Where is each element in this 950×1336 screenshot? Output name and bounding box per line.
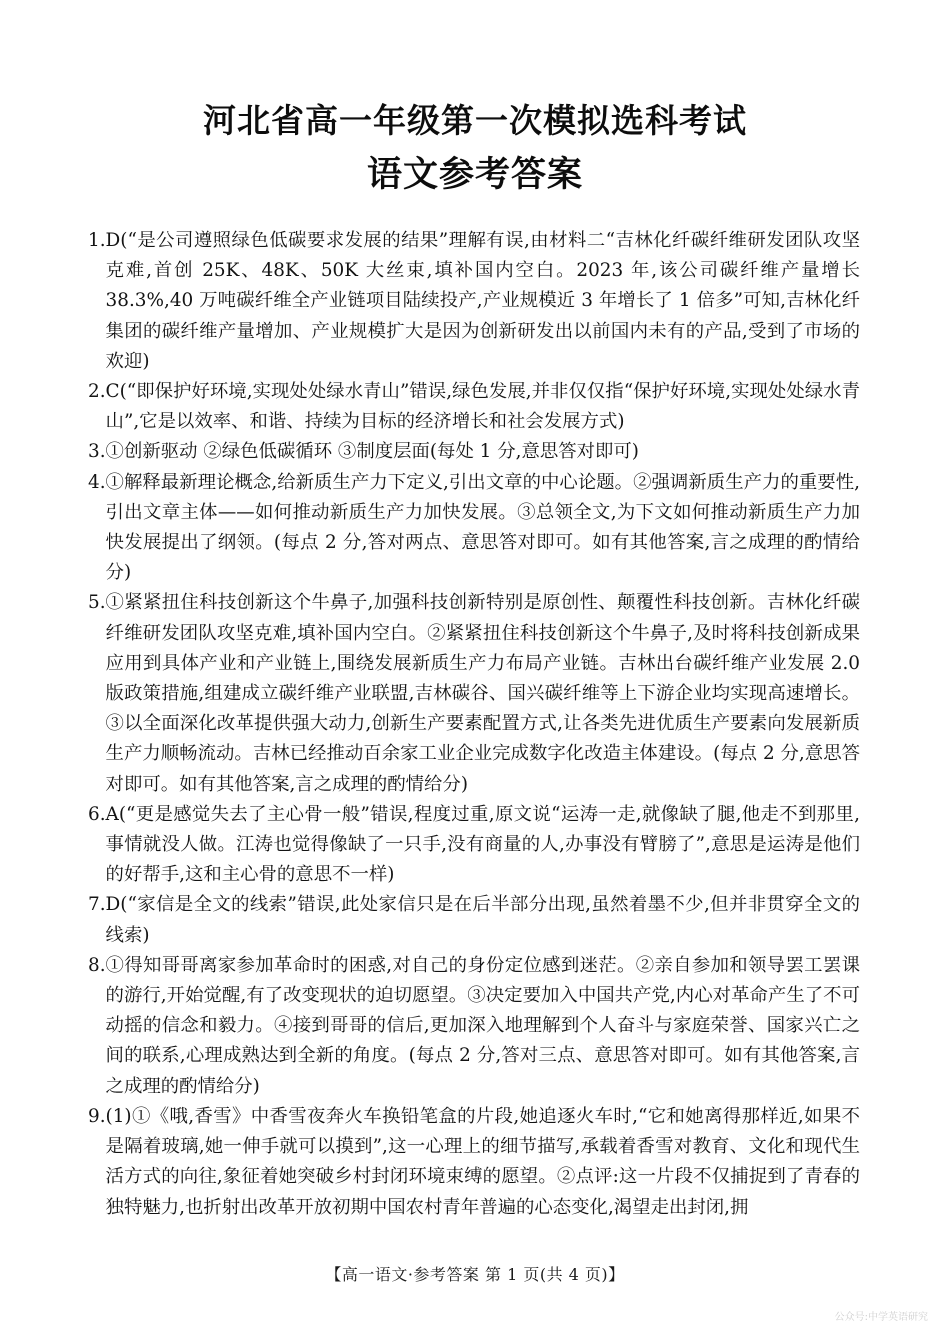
answer-list: [88, 226, 860, 1223]
answer-item-5: [88, 588, 860, 799]
answer-text: ①解释最新理论概念,给新质生产力下定义,引出文章的中心论题。②强调新质生产力的重要性,引出文章主体——如何推动新质生产力加快发展。③总领全文,为下文如何推动新质生产力加快发展提出了纲领。(每点 2 分,答对两点、意思答对即可。如有其他答案,言之成理的酌情给分): [105, 471, 860, 584]
answer-number: 2.: [88, 381, 106, 403]
answer-item-2: [88, 377, 860, 437]
watermark: 公众号:中学英语研究: [834, 1312, 928, 1323]
answer-number: 9.: [88, 1105, 106, 1127]
answer-text: A(“更是感觉失去了主心骨一般”错误,程度过重,原文说“运涛一走,就像缺了腿,他走不到那里,事情就没人做。江涛也觉得像缺了一只手,没有商量的人,办事没有臂膀了”,意思是运涛是他们的好帮手,这和主心骨的意思不一样): [105, 803, 860, 886]
answer-number: 5.: [88, 592, 106, 614]
answer-number: 1.: [88, 230, 106, 251]
answer-text: (1)①《哦,香雪》中香雪夜奔火车换铅笔盒的片段,她追逐火车时,“它和她离得那样近,如果不是隔着玻璃,她一伸手就可以摸到”,这一心理上的细节描写,承载着香雪对教育、文化和现代生活方式的向往,象征着她突破乡村封闭环境束缚的愿望。②点评:这一片段不仅捕捉到了青春的独特魅力,也折射出改革开放初期中国农村青年普遍的心态变化,渴望走出封闭,拥: [105, 1105, 860, 1218]
answer-text: D(“是公司遵照绿色低碳要求发展的结果”理解有误,由材料二“吉林化纤碳纤维研发团队攻坚克难,首创 25K、48K、50K 大丝束,填补国内空白。2023 年,该公司碳纤维产量增长 38.3%,40 万吨碳纤维全产业链项目陆续投产,产业规模近 3 年增长了 1 倍多”可知,吉林化纤集团的碳纤维产量增加、产业规模扩大是因为创新研发出以前国内未有的产品,受到了市场的欢迎): [105, 230, 860, 372]
page-footer: 【高一语文·参考答案 第 1 页(共 4 页)】: [325, 1265, 625, 1284]
answer-item-6: [88, 800, 860, 891]
answer-text: C(“即保护好环境,实现处处绿水青山”错误,绿色发展,并非仅仅指“保护好环境,实现处处绿水青山”,它是以效率、和谐、持续为目标的经济增长和社会发展方式): [105, 381, 860, 433]
answer-key-title: 语文参考答案: [366, 155, 583, 195]
answer-item-7: [88, 890, 860, 950]
answer-item-8: [88, 951, 860, 1102]
answer-text: ①得知哥哥离家参加革命时的困惑,对自己的身份定位感到迷茫。②亲自参加和领导罢工罢课的游行,开始觉醒,有了改变现状的迫切愿望。③决定要加入中国共产党,内心对革命产生了不可动摇的信念和毅力。④接到哥哥的信后,更加深入地理解到个人奋斗与家庭荣誉、国家兴亡之间的联系,心理成熟达到全新的角度。(每点 2 分,答对三点、意思答对即可。如有其他答案,言之成理的酌情给分): [105, 954, 860, 1097]
title-block: [0, 96, 950, 202]
answer-number: 4.: [88, 471, 106, 493]
answer-item-1: [88, 226, 860, 377]
answer-item-3: [88, 437, 860, 467]
exam-title: 河北省高一年级第一次模拟选科考试: [203, 101, 747, 140]
answer-number: 7.: [88, 894, 106, 916]
answer-text: D(“家信是全文的线索”错误,此处家信只是在后半部分出现,虽然着墨不少,但并非贯穿全文的线索): [105, 894, 860, 946]
answer-item-4: [88, 468, 860, 589]
answer-number: 6.: [88, 803, 106, 825]
answer-number: 3.: [88, 441, 106, 463]
answer-item-9: [88, 1102, 860, 1223]
answer-text: ①创新驱动 ②绿色低碳循环 ③制度层面(每处 1 分,意思答对即可): [105, 441, 639, 463]
answer-number: 8.: [88, 954, 106, 976]
answer-text: ①紧紧扭住科技创新这个牛鼻子,加强科技创新特别是原创性、颠覆性科技创新。吉林化纤碳纤维研发团队攻坚克难,填补国内空白。②紧紧扭住科技创新这个牛鼻子,及时将科技创新成果应用到具体产业和产业链上,围绕发展新质生产力布局产业链。吉林出台碳纤维产业发展 2.0 版政策措施,组建成立碳纤维产业联盟,吉林碳谷、国兴碳纤维等上下游企业均实现高速增长。③以全面深化改革提供强大动力,创新生产要素配置方式,让各类先进优质生产要素向发展新质生产力顺畅流动。吉林已经推动百余家工业企业完成数字化改造主体建设。(每点 2 分,意思答对即可。如有其他答案,言之成理的酌情给分): [105, 592, 860, 795]
